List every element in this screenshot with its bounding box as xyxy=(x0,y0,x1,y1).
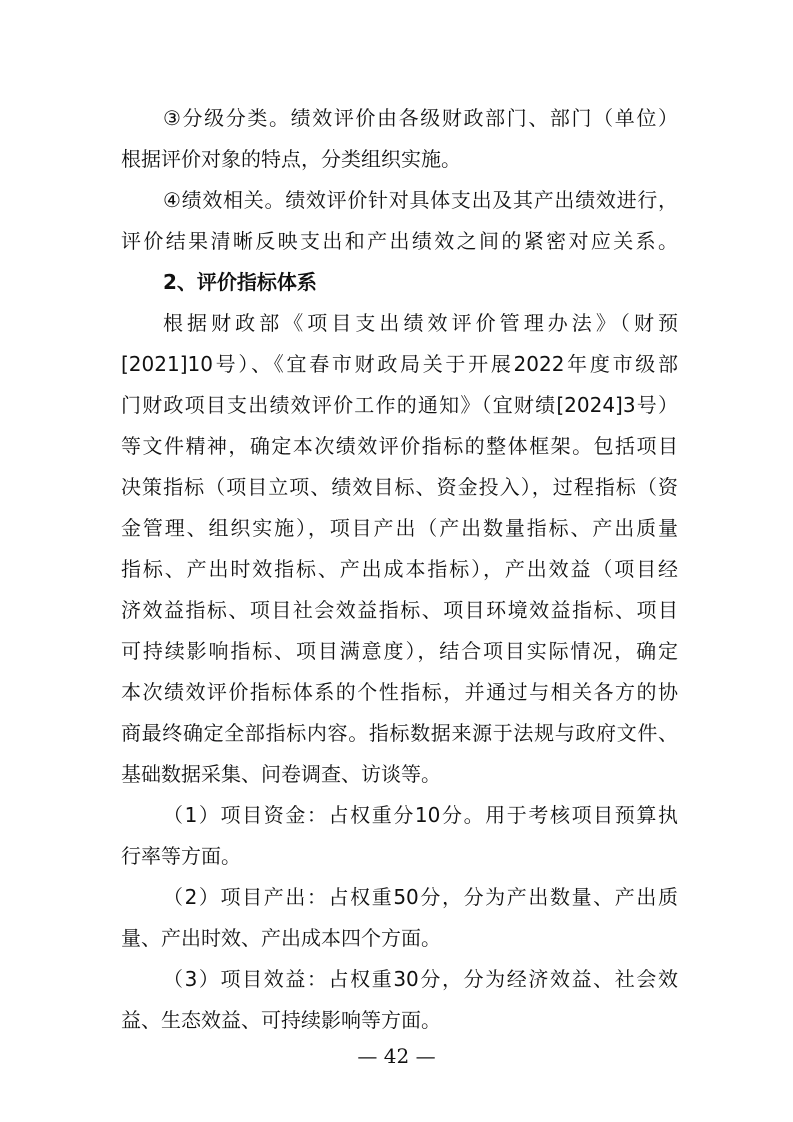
paragraph-framework-line-1: 根据财政部《项目支出绩效评价管理办法》（财预 xyxy=(163,311,678,335)
paragraph-framework-line-10: 本次绩效评价指标体系的个性指标，并通过与相关各方的协 xyxy=(121,680,678,704)
paragraph-framework-line-12: 基础数据采集、问卷调查、访谈等。 xyxy=(121,762,441,786)
paragraph-classification-line-1: ③分级分类。绩效评价由各级财政部门、部门（单位） xyxy=(163,106,678,130)
paragraph-framework-line-4: 等文件精神，确定本次绩效评价指标的整体框架。包括项目 xyxy=(121,434,678,458)
page-number: — 42 — xyxy=(357,1044,436,1068)
item-3-benefit-line-1: （3）项目效益：占权重30分，分为经济效益、社会效 xyxy=(163,967,678,991)
section-heading-indicator-system: 2、评价指标体系 xyxy=(163,270,317,294)
item-2-output-line-1: （2）项目产出：占权重50分，分为产出数量、产出质 xyxy=(163,885,678,909)
item-1-funds-line-1: （1）项目资金：占权重分10分。用于考核项目预算执 xyxy=(163,803,678,827)
paragraph-framework-line-5: 决策指标（项目立项、绩效目标、资金投入），过程指标（资 xyxy=(121,475,678,499)
paragraph-correlation-line-1: ④绩效相关。绩效评价针对具体支出及其产出绩效进行， xyxy=(163,188,678,212)
paragraph-framework-line-11: 商最终确定全部指标内容。指标数据来源于法规与政府文件、 xyxy=(121,721,678,745)
paragraph-framework-line-6: 金管理、组织实施），项目产出（产出数量指标、产出质量 xyxy=(121,516,678,540)
paragraph-framework-line-2: [2021]10号）、《宜春市财政局关于开展2022年度市级部 xyxy=(121,352,678,376)
paragraph-framework-line-9: 可持续影响指标、项目满意度），结合项目实际情况，确定 xyxy=(121,639,678,663)
item-2-output-line-2: 量、产出时效、产出成本四个方面。 xyxy=(121,926,441,950)
paragraph-correlation-line-2: 评价结果清晰反映支出和产出绩效之间的紧密对应关系。 xyxy=(121,229,678,253)
paragraph-framework-line-7: 指标、产出时效指标、产出成本指标），产出效益（项目经 xyxy=(121,557,678,581)
paragraph-classification-line-2: 根据评价对象的特点，分类组织实施。 xyxy=(121,147,461,171)
item-3-benefit-line-2: 益、生态效益、可持续影响等方面。 xyxy=(121,1008,441,1032)
paragraph-framework-line-3: 门财政项目支出绩效评价工作的通知》（宜财绩[2024]3号） xyxy=(121,393,678,417)
paragraph-framework-line-8: 济效益指标、项目社会效益指标、项目环境效益指标、项目 xyxy=(121,598,678,622)
item-1-funds-line-2: 行率等方面。 xyxy=(121,844,241,868)
